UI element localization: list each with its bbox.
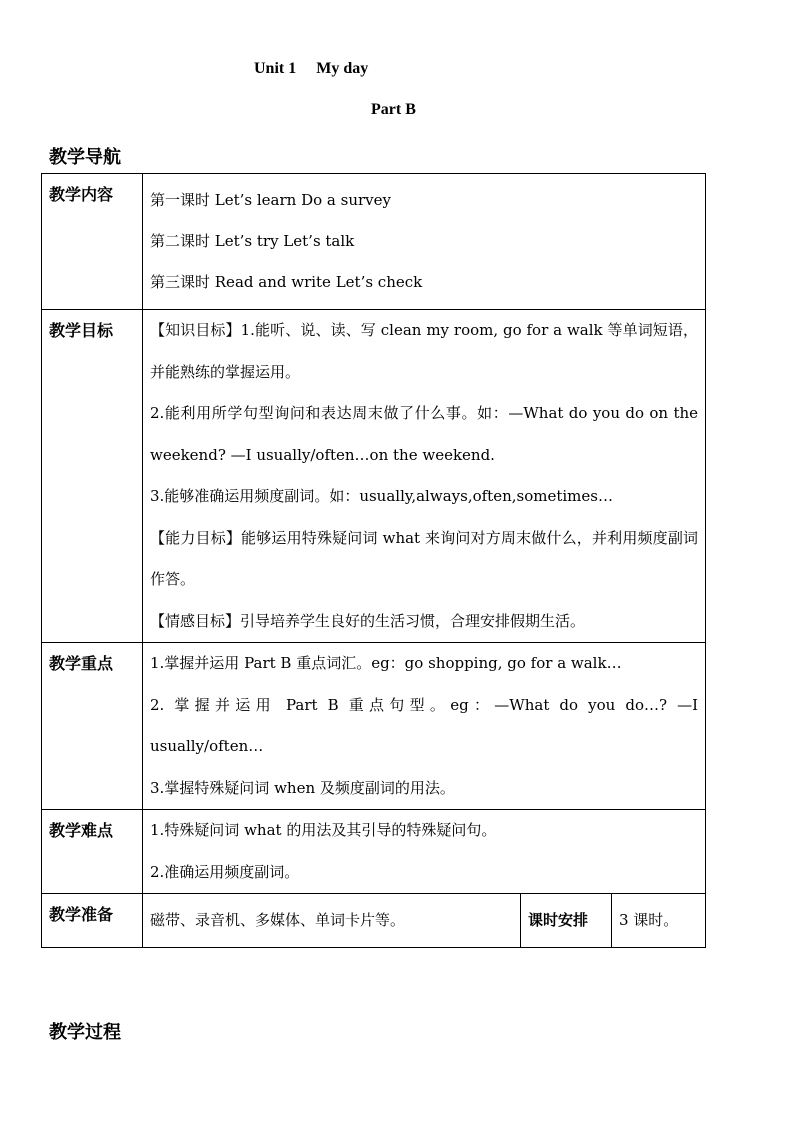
difficulty-2: 2.准确运用频度副词。 (150, 862, 300, 881)
section-heading-nav: 教学导航 (49, 147, 121, 168)
lesson-line-2: 第二课时 Let’s try Let’s talk (150, 232, 355, 250)
table-row-preparation (42, 894, 706, 948)
row-label-preparation: 教学准备 (42, 894, 143, 948)
table-row-goals (42, 310, 706, 643)
knowledge-goal-item-3: 3.能够准确运用频度副词。如：usually,always,often,sometimes… (150, 487, 613, 505)
keypoint-2: 2. 掌握并运用 Part B 重点句型。eg：—What do you do…? —I usually/often… (150, 695, 699, 755)
lessons-cell (143, 174, 706, 310)
row-label-content: 教学内容 (42, 174, 143, 310)
table-row-difficulties (42, 810, 706, 894)
ability-goal: 【能力目标】能够运用特殊疑问词 what 来询问对方周末做什么，并利用频度副词作答。 (150, 528, 699, 588)
difficulties-cell (143, 810, 706, 894)
keypoint-3: 3.掌握特殊疑问词 when 及频度副词的用法。 (150, 778, 455, 797)
keypoints-cell (143, 643, 706, 810)
row-label-keypoints: 教学重点 (42, 643, 143, 810)
unit-title: Unit 1 My day (254, 60, 369, 77)
lesson-line-3: 第三课时 Read and write Let’s check (150, 273, 423, 291)
lesson-line-1: 第一课时 Let’s learn Do a survey (150, 191, 391, 209)
table-row-keypoints (42, 643, 706, 810)
schedule-value: 3 课时。 (612, 894, 706, 948)
table-row-content (42, 174, 706, 310)
preparation-cell: 磁带、录音机、多媒体、单词卡片等。 (143, 894, 521, 948)
row-label-difficulties: 教学难点 (42, 810, 143, 894)
difficulty-1: 1.特殊疑问词 what 的用法及其引导的特殊疑问句。 (150, 821, 497, 839)
teaching-plan-table (41, 173, 706, 948)
document-subtitle: Part B (371, 101, 416, 118)
emotion-goal: 【情感目标】引导培养学生良好的生活习惯，合理安排假期生活。 (150, 611, 586, 630)
section-heading-process: 教学过程 (49, 1022, 121, 1043)
goals-cell (143, 310, 706, 643)
row-label-goals: 教学目标 (42, 310, 143, 643)
knowledge-goal: 【知识目标】1.能听、说、读、写 clean my room, go for a walk 等单词短语，并能熟练的掌握运用。 (150, 321, 699, 381)
keypoint-1: 1.掌握并运用 Part B 重点词汇。eg：go shopping, go for a walk… (150, 654, 622, 672)
knowledge-goal-item-2: 2.能利用所学句型询问和表达周末做了什么事。如：—What do you do on the weekend? —I usually/often…on the weekend. (150, 404, 699, 464)
schedule-label: 课时安排 (521, 894, 612, 948)
